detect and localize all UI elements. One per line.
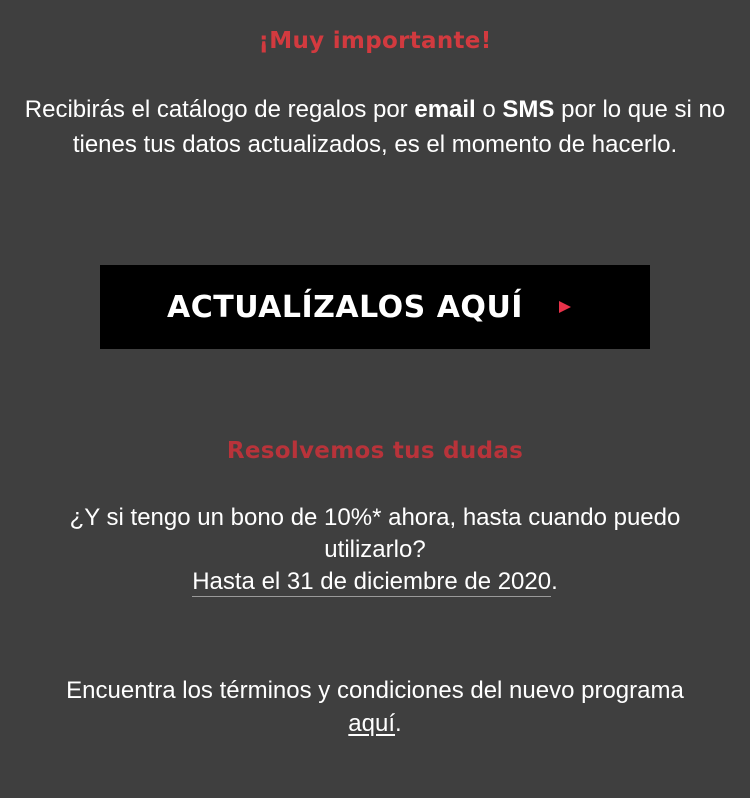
sms-emphasis: SMS: [502, 96, 555, 123]
faq-block: [0, 502, 750, 598]
faq-question: ¿Y si tengo un bono de 10%* ahora, hasta cuando puedo utilizarlo?: [69, 504, 681, 563]
important-title: ¡Muy importante!: [258, 28, 492, 54]
terms-text: [0, 674, 750, 740]
intro-text-part: por lo que si no tienes tus datos actualizados, es el momento de hacerlo.: [72, 96, 726, 158]
intro-text-part: o: [475, 96, 503, 123]
update-data-button-label: ACTUALÍZALOS AQUÍ: [167, 289, 523, 325]
faq-title: Resolvemos tus dudas: [226, 438, 524, 464]
intro-text-part: Recibirás el catálogo de regalos por: [24, 96, 415, 123]
faq-answer: Hasta el 31 de diciembre de 2020: [192, 568, 552, 595]
terms-sentence: Encuentra los términos y condiciones del nuevo programa: [66, 677, 684, 704]
catalog-notice-text: [14, 92, 736, 162]
terms-period: .: [395, 710, 402, 737]
update-data-button[interactable]: [100, 265, 650, 349]
faq-answer-period: .: [551, 568, 558, 595]
terms-link[interactable]: aquí: [348, 710, 396, 737]
email-emphasis: email: [414, 96, 476, 123]
play-arrow-icon: [559, 301, 571, 313]
